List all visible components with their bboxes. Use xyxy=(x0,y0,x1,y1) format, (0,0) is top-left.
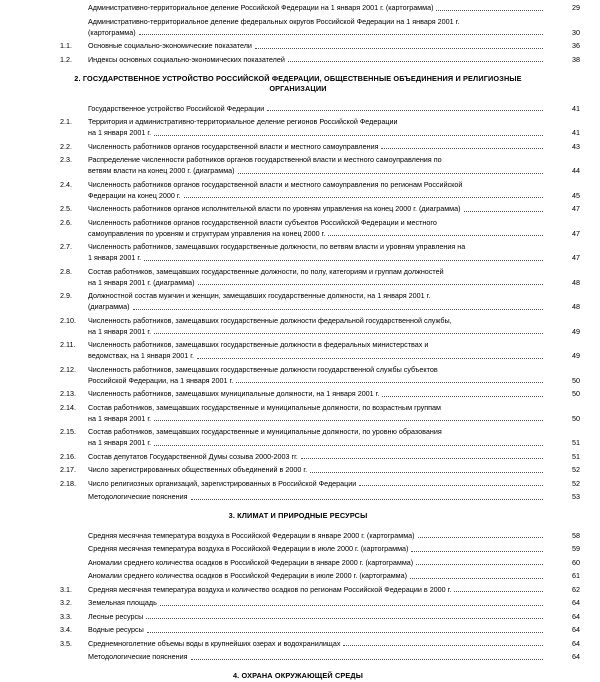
toc-entry-title-line: Должностной состав мужчин и женщин, замещавших государственные должности, на 1 января 2001 г. xyxy=(88,291,431,300)
toc-entry[interactable] xyxy=(0,464,600,475)
toc-entry-body xyxy=(88,290,546,312)
toc-entry-body xyxy=(88,530,546,541)
dot-leader xyxy=(133,308,544,310)
toc-entry-page-number[interactable]: 60 xyxy=(572,557,580,567)
section-heading: 2. ГОСУДАРСТВЕННОЕ УСТРОЙСТВО РОССИЙСКОЙ ФЕДЕРАЦИИ, ОБЩЕСТВЕННЫЕ ОБЪЕДИНЕНИЯ И РЕЛИГИОЗНЫЕ ОРГАНИЗАЦИИ xyxy=(74,73,522,93)
toc-entry[interactable] xyxy=(0,203,600,214)
toc-entry-number: 2.2. xyxy=(60,141,72,151)
toc-entry-title-line: Численность работников органов государственной власти и местного самоуправления по регионам Российской xyxy=(88,179,463,189)
dot-leader xyxy=(328,234,543,236)
toc-entry-title: Российской Федерации, на 1 января 2001 г. xyxy=(88,375,234,385)
toc-entry-leader-line xyxy=(88,464,546,475)
toc-entry-page-number[interactable]: 53 xyxy=(572,492,580,501)
toc-entry-leader-line xyxy=(88,624,546,635)
toc-entry[interactable] xyxy=(0,584,600,595)
toc-entry-body xyxy=(88,54,546,65)
section-heading: 3. КЛИМАТ И ПРИРОДНЫЕ РЕСУРСЫ xyxy=(228,511,368,520)
toc-entry[interactable] xyxy=(0,364,600,386)
toc-entry-number: 1.2. xyxy=(60,54,72,64)
toc-entry-leader-line xyxy=(88,27,546,38)
toc-entry[interactable] xyxy=(0,557,600,568)
toc-entry-title: ветвям власти на конец 2000 г. (диаграмма) xyxy=(88,166,235,175)
toc-entry[interactable] xyxy=(0,402,600,424)
toc-entry-body xyxy=(88,179,546,201)
toc-entry-title-line: Численность работников, замещавших государственные должности федеральной государственной службы, xyxy=(88,315,452,325)
toc-entry-title: ведомствах, на 1 января 2001 г. xyxy=(88,351,195,360)
toc-entry-body xyxy=(88,339,546,361)
toc-entry-title: Административно-территориальное деление Российской Федерации на 1 января 2001 г. (картограмма) xyxy=(88,3,434,12)
toc-entry-leader-line xyxy=(88,651,546,662)
toc-entry-title-line: Состав работников, замещавших государственные и муниципальные должности, по уровню образования xyxy=(88,427,442,436)
toc-entry-leader-line xyxy=(88,252,546,263)
toc-entry-page-number[interactable]: 64 xyxy=(572,625,580,634)
toc-entry-title: Методологические пояснения xyxy=(88,492,188,501)
toc-entry-page-number[interactable]: 41 xyxy=(572,103,580,113)
toc-entry-title-line: Административно-территориальное деление федеральных округов Российской Федерации на 1 января 2001 г. xyxy=(88,16,460,26)
dot-leader xyxy=(160,604,543,606)
dot-leader xyxy=(154,444,543,446)
toc-entry-page-number[interactable]: 64 xyxy=(572,598,580,607)
toc-entry-number: 1.1. xyxy=(60,41,72,50)
toc-entry-body xyxy=(88,364,546,386)
toc-entry-title: Средняя месячная температура воздуха в Российской Федерации в январе 2000 г. (картограмма) xyxy=(88,530,415,540)
toc-entry-title: Численность работников органов исполнительной власти по уровням управления на конец 2000 г. (диаграмма) xyxy=(88,204,461,213)
toc-entry-title: на 1 января 2001 г. xyxy=(88,438,152,447)
toc-entry-leader-line xyxy=(88,2,546,13)
toc-entry-number: 3.3. xyxy=(60,611,72,621)
dot-leader xyxy=(144,259,543,261)
toc-entry-body xyxy=(88,266,546,288)
toc-entry-leader-line xyxy=(88,326,546,337)
dot-leader xyxy=(197,357,543,359)
dot-leader xyxy=(410,577,543,579)
toc-entry-title: (диаграмма) xyxy=(88,302,130,311)
toc-entry-body xyxy=(88,584,546,595)
toc-entry-leader-line xyxy=(88,451,546,462)
toc-entry-number: 2.14. xyxy=(60,402,76,412)
toc-entry-page-number[interactable]: 48 xyxy=(572,277,580,287)
toc-entry[interactable] xyxy=(0,651,600,662)
toc-entry-leader-line xyxy=(88,277,546,288)
toc-entry-body xyxy=(88,638,546,649)
toc-entry-body xyxy=(88,543,546,554)
toc-entry-title: Индексы основных социально-экономических показателей xyxy=(88,54,285,64)
toc-entry-page-number[interactable]: 36 xyxy=(572,41,580,50)
toc-entry-body xyxy=(88,16,546,38)
toc-entry-title-line: Численность работников, замещавших государственные должности, по ветвям власти и уровням управления на xyxy=(88,242,466,251)
toc-entry-title: на 1 января 2001 г. (диаграмма) xyxy=(88,277,195,287)
toc-entry-page-number[interactable]: 47 xyxy=(572,228,580,238)
toc-entry-page-number[interactable]: 45 xyxy=(572,190,580,200)
toc-entry-page-number[interactable]: 50 xyxy=(572,389,580,398)
toc-entry-page-number[interactable]: 62 xyxy=(572,584,580,594)
toc-entry-leader-line xyxy=(88,570,546,581)
toc-entry-title-line: Численность работников органов государственной власти субъектов Российской Федерации и местного xyxy=(88,217,437,227)
toc-entry-page-number[interactable]: 41 xyxy=(572,128,580,137)
toc-entry-title-line: Состав работников, замещавших государственные и муниципальные должности, по возрастным группам xyxy=(88,402,441,412)
toc-entry-body xyxy=(88,451,546,462)
toc-entry[interactable] xyxy=(0,478,600,489)
toc-entry-body xyxy=(88,217,546,239)
dot-leader xyxy=(416,563,543,565)
dot-leader xyxy=(147,631,543,633)
dot-leader xyxy=(436,9,543,11)
toc-entry-title: Число религиозных организаций, зарегистрированных в Российской Федерации xyxy=(88,478,357,488)
toc-entry-title: Аномалии среднего количества осадков в Российской Федерации в июле 2000 г. (картограмма) xyxy=(88,571,407,580)
toc-entry-title: Средняя месячная температура воздуха в Российской Федерации в июле 2000 г. (картограмма) xyxy=(88,544,409,553)
toc-entry-body xyxy=(88,491,546,502)
dot-leader xyxy=(191,498,543,500)
dot-leader xyxy=(464,210,544,212)
toc-entry-body xyxy=(88,651,546,662)
toc-entry-number: 3.4. xyxy=(60,625,72,634)
toc-entry[interactable] xyxy=(0,491,600,502)
toc-entry-page-number[interactable]: 50 xyxy=(572,413,580,423)
dot-leader xyxy=(381,147,543,149)
toc-entry-body xyxy=(88,388,546,399)
toc-entry-title-line: Численность работников, замещавших государственные должности в федеральных министерствах и xyxy=(88,340,429,349)
toc-entry-leader-line xyxy=(88,190,546,201)
toc-entry[interactable] xyxy=(0,40,600,51)
toc-entry-number: 2.8. xyxy=(60,266,72,276)
dot-leader xyxy=(154,134,543,136)
toc-entry-number: 2.6. xyxy=(60,217,72,227)
dot-leader xyxy=(382,395,543,397)
toc-entry[interactable] xyxy=(0,290,600,312)
toc-entry-body xyxy=(88,464,546,475)
dot-leader xyxy=(146,617,543,619)
toc-entry-number: 2.15. xyxy=(60,427,76,436)
toc-entry-number: 2.16. xyxy=(60,451,76,461)
toc-entry-title: на 1 января 2001 г. xyxy=(88,128,152,137)
toc-entry-body xyxy=(88,154,546,176)
toc-entry-leader-line xyxy=(88,165,546,176)
dot-leader xyxy=(255,47,543,49)
toc-entry-page-number[interactable]: 58 xyxy=(572,530,580,540)
toc-entry-title: на 1 января 2001 г. xyxy=(88,326,152,336)
toc-entry-leader-line xyxy=(88,127,546,138)
toc-entry-number: 3.5. xyxy=(60,638,72,648)
toc-entry-number: 2.9. xyxy=(60,291,72,300)
toc-entry-leader-line xyxy=(88,54,546,65)
toc-entry-page-number[interactable]: 43 xyxy=(572,141,580,151)
toc-entry-leader-line xyxy=(88,141,546,152)
toc-entry-body xyxy=(88,203,546,214)
toc-entry-body xyxy=(88,597,546,608)
toc-entry[interactable] xyxy=(0,426,600,448)
toc-entry-leader-line xyxy=(88,638,546,649)
toc-entry[interactable] xyxy=(0,141,600,152)
toc-entry-number: 2.5. xyxy=(60,204,72,213)
toc-entry[interactable] xyxy=(0,179,600,201)
toc-entry-body xyxy=(88,141,546,152)
toc-entry-number: 2.1. xyxy=(60,117,72,126)
toc-entry-number: 2.13. xyxy=(60,389,76,398)
dot-leader xyxy=(343,644,543,646)
toc-entry-body xyxy=(88,478,546,489)
dot-leader xyxy=(236,381,543,383)
toc-entry[interactable] xyxy=(0,103,600,114)
toc-entry-number: 2.12. xyxy=(60,364,76,374)
toc-entry-number: 2.11. xyxy=(60,340,76,349)
toc-entry-number: 2.18. xyxy=(60,478,76,488)
toc-entry-leader-line xyxy=(88,350,546,361)
dot-leader xyxy=(198,283,543,285)
toc-entry-leader-line xyxy=(88,228,546,239)
toc-entry-page-number[interactable]: 51 xyxy=(572,438,580,447)
toc-entry-page-number[interactable]: 52 xyxy=(572,478,580,488)
toc-entry-leader-line xyxy=(88,611,546,622)
toc-entry[interactable] xyxy=(0,597,600,608)
toc-entry[interactable] xyxy=(0,624,600,635)
toc-entry-leader-line xyxy=(88,478,546,489)
toc-entry[interactable] xyxy=(0,451,600,462)
toc-entry-number: 2.10. xyxy=(60,315,76,325)
dot-leader xyxy=(359,484,543,486)
toc-entry-leader-line xyxy=(88,103,546,114)
toc-entry-title: Состав депутатов Государственной Думы созыва 2000-2003 гг. xyxy=(88,451,298,461)
toc-entry-number: 3.2. xyxy=(60,598,72,607)
toc-entry-title: Средняя месячная температура воздуха и количество осадков по регионам Российской Федерации в 2000 г. xyxy=(88,584,452,594)
dot-leader xyxy=(184,196,543,198)
toc-entry-page-number[interactable]: 47 xyxy=(572,253,580,262)
dot-leader xyxy=(238,172,543,174)
dot-leader xyxy=(411,550,543,552)
toc-entry-title: на 1 января 2001 г. xyxy=(88,413,152,423)
toc-entry-title: Земельная площадь xyxy=(88,598,157,607)
toc-entry-body xyxy=(88,103,546,114)
toc-entry-page-number[interactable]: 64 xyxy=(572,638,580,648)
toc-entry-body xyxy=(88,426,546,448)
toc-entry-body xyxy=(88,241,546,263)
toc-entry-title: Основные социально-экономические показатели xyxy=(88,41,252,50)
toc-entry-page-number[interactable]: 59 xyxy=(572,544,580,553)
toc-entry-leader-line xyxy=(88,543,546,554)
toc-entry-title-line: Состав работников, замещавших государственные должности, по полу, категориям и группам должностей xyxy=(88,266,444,276)
toc-entry-page-number[interactable]: 51 xyxy=(572,451,580,461)
toc-entry-title-line: Территория и административно-территориальное деление регионов Российской Федерации xyxy=(88,117,398,126)
toc-entry[interactable] xyxy=(0,116,600,138)
toc-entry-title: самоуправления по уровням и структурам управления на конец 2000 г. xyxy=(88,228,326,238)
toc-entry-page-number[interactable]: 38 xyxy=(572,54,580,64)
dot-leader xyxy=(154,419,543,421)
toc-entry-leader-line xyxy=(88,413,546,424)
toc-entry[interactable] xyxy=(0,315,600,337)
toc-entry-body xyxy=(88,611,546,622)
dot-leader xyxy=(267,109,543,111)
toc-entry-number: 2.7. xyxy=(60,242,72,251)
toc-entry-body xyxy=(88,402,546,424)
section-heading: 4. ОХРАНА ОКРУЖАЮЩЕЙ СРЕДЫ xyxy=(232,671,364,680)
toc-entry-page-number[interactable]: 29 xyxy=(572,3,580,12)
toc-entry-leader-line xyxy=(88,584,546,595)
toc-entry[interactable] xyxy=(0,266,600,288)
toc-entry-page-number[interactable]: 50 xyxy=(572,375,580,385)
toc-entry-leader-line xyxy=(88,388,546,399)
toc-entry[interactable] xyxy=(0,16,600,38)
toc-entry-number: 2.17. xyxy=(60,465,76,474)
toc-entry-number: 2.3. xyxy=(60,155,72,164)
toc-entry[interactable] xyxy=(0,217,600,239)
toc-entry-title: Аномалии среднего количества осадков в Российской Федерации в январе 2000 г. (картограмма) xyxy=(88,557,414,567)
dot-leader xyxy=(418,536,543,538)
toc-entry-title: Лесные ресурсы xyxy=(88,611,144,621)
toc-entry[interactable] xyxy=(0,530,600,541)
toc-entry-body xyxy=(88,315,546,337)
toc-entry-page-number[interactable]: 49 xyxy=(572,351,580,360)
toc-entry[interactable] xyxy=(0,543,600,554)
toc-entry-page-number[interactable]: 52 xyxy=(572,465,580,474)
toc-entry-page-number[interactable]: 47 xyxy=(572,204,580,213)
dot-leader xyxy=(191,658,543,660)
toc-entry-leader-line xyxy=(88,375,546,386)
toc-entry-title: (картограмма) xyxy=(88,27,136,37)
toc-entry-page-number[interactable]: 61 xyxy=(572,571,580,580)
toc-entry[interactable] xyxy=(0,241,600,263)
dot-leader xyxy=(154,332,543,334)
toc-entry[interactable] xyxy=(0,2,600,13)
dot-leader xyxy=(454,590,543,592)
toc-entry-leader-line xyxy=(88,301,546,312)
toc-entry-leader-line xyxy=(88,491,546,502)
dot-leader xyxy=(139,33,543,35)
toc-entry[interactable] xyxy=(0,339,600,361)
dot-leader xyxy=(301,457,543,459)
toc-entry-title: Среднемноголетние объемы воды в крупнейших озерах и водохранилищах xyxy=(88,638,341,648)
toc-entry-title: Численность работников, замещавших муниципальные должности, на 1 января 2001 г. xyxy=(88,389,380,398)
dot-leader xyxy=(310,471,543,473)
toc-entry-body xyxy=(88,570,546,581)
toc-entry-number: 2.4. xyxy=(60,179,72,189)
toc-entry-leader-line xyxy=(88,40,546,51)
toc-entry-title-line: Распределение численности работников органов государственной власти и местного самоуправления по xyxy=(88,155,442,164)
toc-entry[interactable] xyxy=(0,154,600,176)
toc-entry-title: Государственное устройство Российской Федерации xyxy=(88,103,265,113)
toc-entry[interactable] xyxy=(0,611,600,622)
toc-entry-leader-line xyxy=(88,530,546,541)
toc-entry-body xyxy=(88,40,546,51)
toc-entry-page-number[interactable]: 48 xyxy=(572,302,580,311)
toc-entry[interactable] xyxy=(0,570,600,581)
toc-entry-page-number[interactable]: 64 xyxy=(572,652,580,661)
toc-entry-page-number[interactable]: 44 xyxy=(572,166,580,175)
toc-entry-leader-line xyxy=(88,203,546,214)
toc-entry-title: Федерации на конец 2000 г. xyxy=(88,190,181,200)
toc-entry[interactable] xyxy=(0,388,600,399)
toc-entry-page-number[interactable]: 64 xyxy=(572,611,580,621)
toc-entry-page-number[interactable]: 30 xyxy=(572,27,580,37)
toc-entry-leader-line xyxy=(88,597,546,608)
toc-entry-leader-line xyxy=(88,437,546,448)
toc-entry-title: Водные ресурсы xyxy=(88,625,144,634)
toc-entry-body xyxy=(88,116,546,138)
dot-leader xyxy=(288,60,543,62)
toc-entry-body xyxy=(88,624,546,635)
toc-entry-body xyxy=(88,2,546,13)
toc-entry-leader-line xyxy=(88,557,546,568)
toc-entry-title-line: Численность работников, замещавших государственные должности государственной службы субъектов xyxy=(88,364,438,374)
toc-entry[interactable] xyxy=(0,54,600,65)
toc-entry[interactable] xyxy=(0,638,600,649)
toc-entry-title: Численность работников органов государственной власти и местного самоуправления xyxy=(88,141,379,151)
toc-entry-title: Число зарегистрированных общественных объединений в 2000 г. xyxy=(88,465,308,474)
toc-entry-page-number[interactable]: 49 xyxy=(572,326,580,336)
toc-entry-number: 3.1. xyxy=(60,584,72,594)
toc-entry-body xyxy=(88,557,546,568)
toc-entry-title: Методологические пояснения xyxy=(88,652,188,661)
toc-entry-title: 1 января 2001 г. xyxy=(88,253,142,262)
